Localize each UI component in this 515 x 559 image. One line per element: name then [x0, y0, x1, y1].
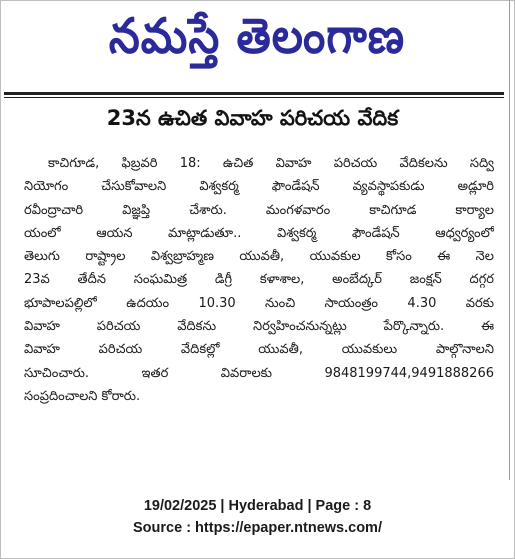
article-line: భూపాలపల్లిలో ఉదయం 10.30 నుంచి సాయంత్రం 4.30 వరకు — [24, 295, 494, 311]
newspaper-masthead — [58, 2, 456, 72]
article-headline: 23న ఉచిత వివాహ పరిచయ వేదిక — [106, 106, 399, 130]
article-line: వివాహ పరిచయ వేదికను నిర్వహించనున్నట్లు పేర్కొన్నారు. ఈ — [24, 319, 494, 335]
article-line: రవీంద్రాచారి విజ్ఞప్తి చేశారు. మంగళవారం కాచిగూడ కార్యాల — [24, 202, 494, 218]
footer-source-url: Source : https://epaper.ntnews.com/ — [133, 520, 382, 536]
article-line: సంప్రదించాలని కోరారు. — [24, 388, 141, 404]
masthead-divider-thin — [4, 97, 504, 98]
footer-date-edition: 19/02/2025 | Hyderabad | Page : 8 — [143, 498, 372, 514]
article-line: నియోగం చేసుకోవాలని విశ్వకర్మ ఫౌండేషన్ వ్యవస్థాపకుడు అడ్లూరి — [24, 179, 494, 195]
article-line: యంలో ఆయన మాట్లాడుతూ.. విశ్వకర్మ ఫౌండేషన్ ఆధ్వర్యంలో — [24, 225, 494, 241]
article-line: వివాహ పరిచయ వేదికల్లో యువతీ, యువకులు పాల్గొనాలని — [24, 342, 494, 358]
column-rule — [509, 0, 510, 480]
article-line: కాచిగూడ, ఫిబ్రవరి 18: ఉచిత వివాహ పరిచయ వేదికలను సద్వి — [48, 156, 494, 171]
article-line: తెలుగు రాష్ట్రాల విశ్వబ్రాహ్మణ యువతీ, యువకుల కోసం ఈ నెల — [24, 249, 494, 265]
masthead-divider-thick — [4, 92, 504, 95]
source-footer — [0, 495, 515, 539]
article-line: 23వ తేదీన సంఘమిత్ర డిగ్రీ కళాశాల, అంబేద్కర్ జంక్షన్ దగ్గర — [24, 272, 494, 288]
article-body — [24, 152, 494, 408]
masthead-logo-text: నమస్తే తెలంగాణ — [108, 8, 406, 65]
article-line: సూచించారు. ఇతర వివరాలకు 9848199744,9491888266 — [24, 365, 494, 381]
